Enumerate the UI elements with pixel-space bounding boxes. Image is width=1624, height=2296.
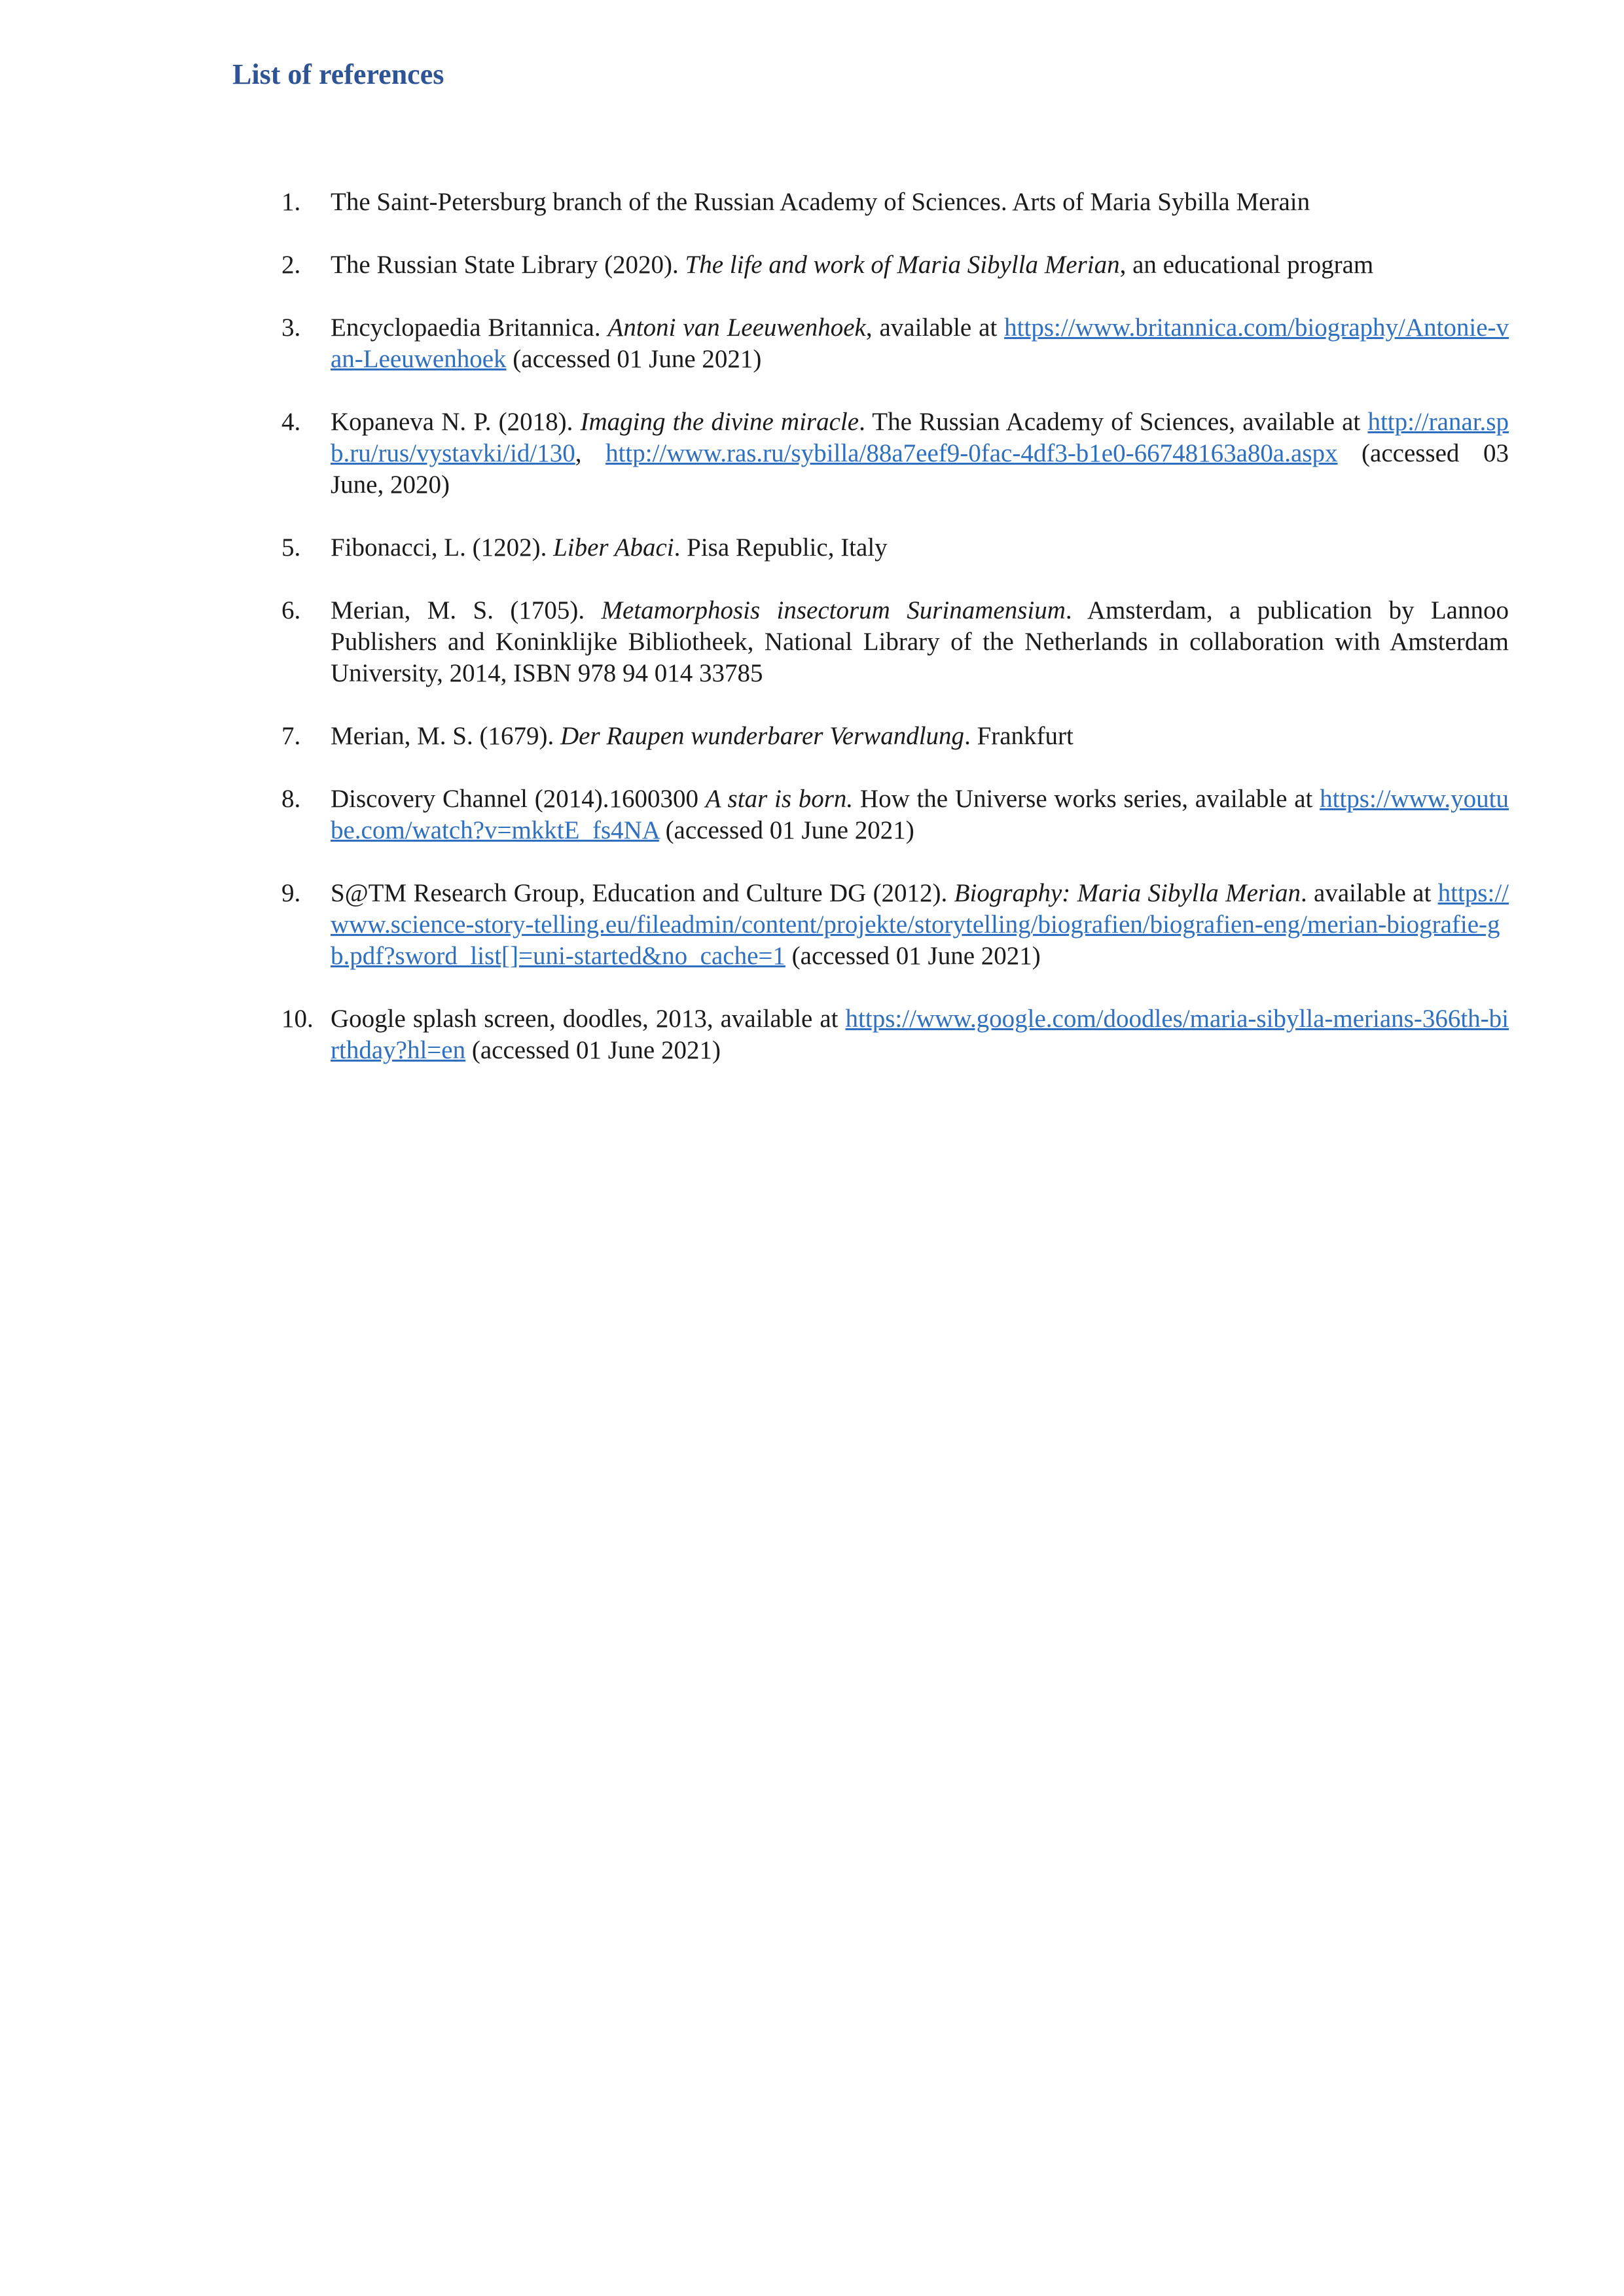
reference-link[interactable]: https://www.youtube.com/watch?v=mkktE_fs4NA bbox=[331, 785, 1509, 844]
reference-text: Encyclopaedia Britannica. bbox=[331, 314, 608, 342]
reference-number: 7. bbox=[281, 722, 301, 750]
reference-link[interactable]: http://ranar.spb.ru/rus/vystavki/id/130 bbox=[331, 408, 1509, 467]
reference-list bbox=[281, 187, 1509, 1098]
reference-item bbox=[281, 187, 1509, 218]
reference-text: The Saint-Petersburg branch of the Russian Academy of Sciences. Arts of Maria Sybilla Merain bbox=[331, 188, 1310, 216]
reference-text: Kopaneva N. P. (2018). bbox=[331, 408, 581, 436]
reference-text: Fibonacci, L. (1202). bbox=[331, 533, 554, 562]
reference-number: 3. bbox=[281, 314, 301, 342]
reference-title: Antoni van Leeuwenhoek bbox=[607, 314, 866, 342]
reference-text: . Pisa Republic, Italy bbox=[674, 533, 888, 562]
reference-item bbox=[281, 783, 1509, 846]
reference-text: , available at bbox=[865, 314, 1005, 342]
reference-text: , bbox=[575, 439, 606, 467]
reference-title: Imaging the divine miracle bbox=[580, 408, 859, 436]
reference-title: A star is born. bbox=[705, 785, 854, 813]
reference-link[interactable]: https://www.britannica.com/biography/Antonie-van-Leeuwenhoek bbox=[331, 314, 1509, 373]
reference-title: Liber Abaci bbox=[553, 533, 674, 562]
reference-number: 4. bbox=[281, 408, 301, 436]
reference-link[interactable]: https://www.google.com/doodles/maria-sibylla-merians-366th-birthday?hl=en bbox=[331, 1005, 1509, 1064]
reference-item bbox=[281, 721, 1509, 752]
reference-number: 9. bbox=[281, 879, 301, 907]
reference-text: Merian, M. S. (1705). bbox=[331, 596, 602, 624]
reference-link[interactable]: http://www.ras.ru/sybilla/88a7eef9-0fac-4df3-b1e0-66748163a80a.aspx bbox=[605, 439, 1338, 467]
reference-number: 5. bbox=[281, 533, 301, 562]
reference-text: Discovery Channel (2014).1600300 bbox=[331, 785, 706, 813]
reference-text: How the Universe works series, available at bbox=[853, 785, 1320, 813]
reference-title: Metamorphosis insectorum Surinamensium bbox=[601, 596, 1066, 624]
reference-text: (accessed 01 June 2021) bbox=[506, 345, 762, 373]
reference-text: (accessed 01 June 2021) bbox=[785, 942, 1041, 970]
reference-item bbox=[281, 532, 1509, 564]
reference-link[interactable]: https://www.science-story-telling.eu/fileadmin/content/projekte/storytelling/biografien/biografien-eng/merian-biografie-gb.pdf?sword_list[]=uni-started&no_cache=1 bbox=[331, 879, 1509, 970]
reference-item bbox=[281, 312, 1509, 375]
reference-number: 1. bbox=[281, 188, 301, 216]
reference-text: S@TM Research Group, Education and Culture DG (2012). bbox=[331, 879, 954, 907]
reference-text: . available at bbox=[1300, 879, 1438, 907]
reference-item bbox=[281, 249, 1509, 281]
reference-text: (accessed 01 June 2021) bbox=[659, 816, 914, 844]
reference-text: (accessed 03 June, 2020) bbox=[331, 439, 1509, 499]
reference-number: 8. bbox=[281, 785, 301, 813]
reference-text: . Frankfurt bbox=[964, 722, 1074, 750]
reference-text: Google splash screen, doodles, 2013, available at bbox=[331, 1005, 846, 1033]
reference-text: . Amsterdam, a publication by Lannoo Publishers and Koninklijke Bibliotheek, National Library of the Netherlands in collaboration with Amsterdam University, 2014, ISBN 978 94 014 33785 bbox=[331, 596, 1509, 687]
reference-text: , an educational program bbox=[1119, 251, 1374, 279]
reference-item bbox=[281, 1003, 1509, 1066]
reference-number: 10. bbox=[281, 1005, 314, 1033]
reference-title: Der Raupen wunderbarer Verwandlung bbox=[560, 722, 965, 750]
reference-text: The Russian State Library (2020). bbox=[331, 251, 685, 279]
reference-number: 6. bbox=[281, 596, 301, 624]
page-title: List of references bbox=[232, 58, 444, 90]
reference-number: 2. bbox=[281, 251, 301, 279]
reference-item bbox=[281, 878, 1509, 972]
reference-title: Biography: Maria Sibylla Merian bbox=[954, 879, 1301, 907]
reference-item bbox=[281, 406, 1509, 501]
reference-text: . The Russian Academy of Sciences, available at bbox=[859, 408, 1368, 436]
reference-title: The life and work of Maria Sibylla Merian bbox=[685, 251, 1120, 279]
reference-text: (accessed 01 June 2021) bbox=[465, 1036, 721, 1064]
reference-item bbox=[281, 595, 1509, 689]
reference-text: Merian, M. S. (1679). bbox=[331, 722, 560, 750]
